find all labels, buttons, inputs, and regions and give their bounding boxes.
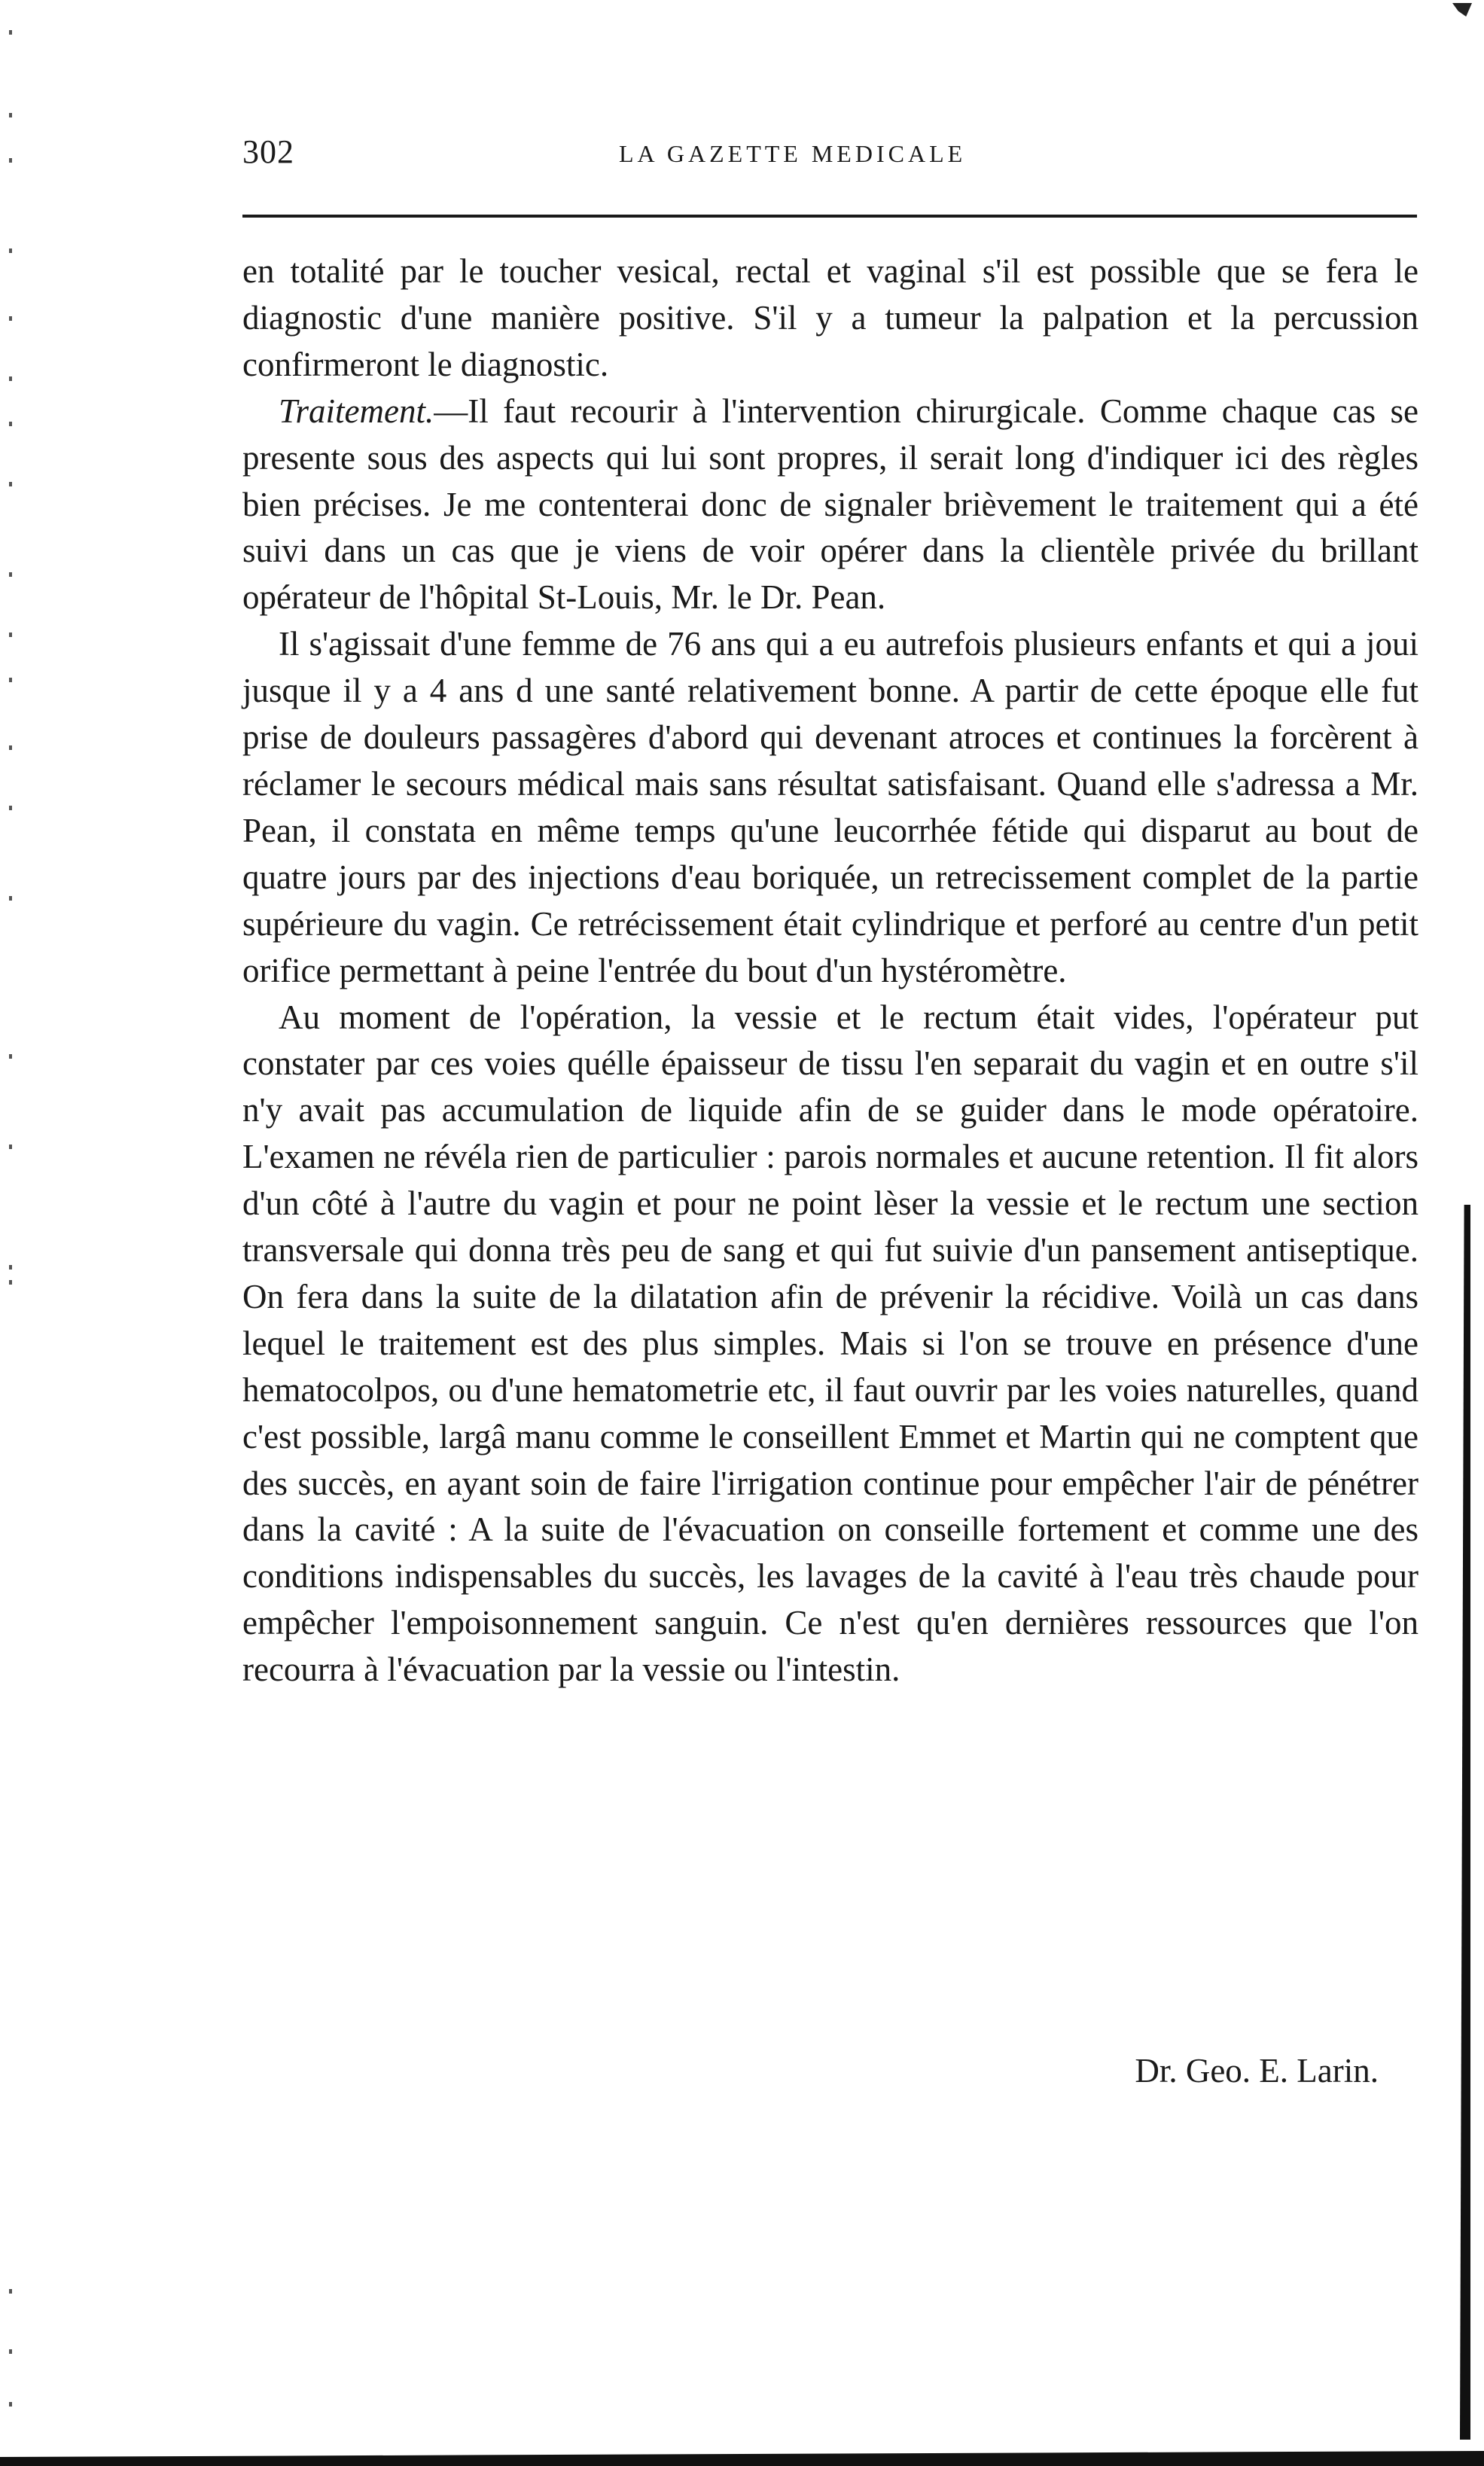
page-header [242,133,1418,178]
treatment-label: Traitement. [279,392,434,430]
header-rule [242,215,1417,218]
treatment-text: —Il faut recourir à l'intervention chirurgicale. Comme chaque cas se presente sous des aspects qui lui sont propres, il serait long d'indiquer ici des règles bien précises. Je me contenterai donc de signaler brièvement le traitement qui a été suivi dans un cas que je viens de voir opérer dans la clientèle privée du brillant opérateur de l'hôpital St-Louis, Mr. le Dr. Pean. [242,392,1418,617]
author-signature: Dr. Geo. E. Larin. [1135,2052,1379,2090]
page-number: 302 [242,133,294,170]
scan-margin-specks [0,0,23,2466]
scan-right-edge [1460,1205,1470,2440]
case-paragraph: Il s'agissait d'une femme de 76 ans qui a eu autrefois plusieurs enfants et qui a joui jusque il y a 4 ans d une santé relativement bonne. A partir de cette époque elle fut prise de douleurs passagères d'abord qui devenant atroces et continues la forcèrent à réclamer le secours médical mais sans résultat satisfaisant. Quand elle s'adressa a Mr. Pean, il constata en même temps qu'une leucorrhée fétide qui disparut au bout de quatre jours par des injections d'eau boriquée, un retrecissement complet de la partie supérieure du vagin. Ce retrécissement était cylindrique et perforé au centre d'un petit orifice permettant à peine l'entrée du bout d'un hystéromètre. [242,625,1418,989]
article-body [242,248,1418,1693]
scan-corner-mark [1452,3,1472,17]
operation-paragraph: Au moment de l'opération, la vessie et le rectum était vides, l'opérateur put constater par ces voies quélle épaisseur de tissu l'en separait du vagin et en outre s'il n'y avait pas accumulation de liquide afin de se guider dans le mode opératoire. L'examen ne révéla rien de particulier : parois normales et aucune retention. Il fit alors d'un côté à l'autre du vagin et pour ne point lèser la vessie et le rectum une section transversale qui donna très peu de sang et qui fut suivie d'un pansement antiseptique. On fera dans la suite de la dilatation afin de prévenir la récidive. Voilà un cas dans lequel le traitement est des plus simples. Mais si l'on se trouve en présence d'une hematocolpos, ou d'une hematometrie etc, il faut ouvrir par les voies naturelles, quand c'est possible, largâ manu comme le conseillent Emmet et Martin qui ne comptent que des succès, en ayant soin de faire l'irrigation continue pour empêcher l'air de pénétrer dans la cavité : A la suite de l'évacuation on conseille fortement et comme une des conditions indispensables du succès, les lavages de la cavité à l'eau très chaude pour empêcher l'empoisonnement sanguin. Ce n'est qu'en dernières ressources que l'on recourra à l'évacuation par la vessie ou l'intestin. [242,998,1418,1689]
journal-title: LA GAZETTE MEDICALE [619,140,967,167]
treatment-paragraph [242,389,1418,622]
intro-paragraph: en totalité par le toucher vesical, rectal et vaginal s'il est possible que se fera le diagnostic d'une manière positive. S'il y a tumeur la palpation et la percussion confirmeront le diagnostic. [242,252,1418,383]
scan-bottom-edge [0,2451,1484,2466]
